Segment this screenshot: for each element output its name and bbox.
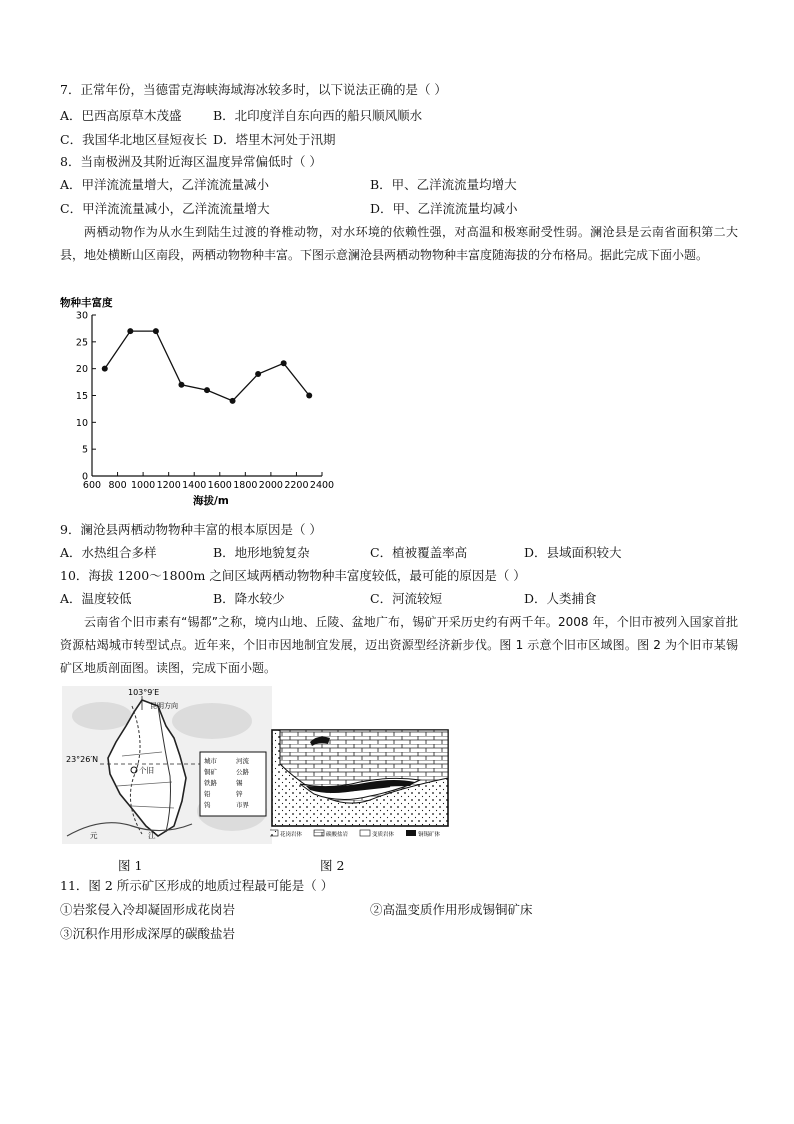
section-legend (270, 830, 441, 838)
q7-option-b: B．北印度洋自东向西的船只顺风顺水 (213, 108, 423, 123)
y-tick-label: 20 (75, 364, 88, 376)
svg-text:变质岩体: 变质岩体 (372, 832, 395, 838)
x-tick-label: 600 (82, 480, 102, 491)
y-tick-label: 25 (75, 337, 88, 349)
latitude-label: 23°26′N (66, 755, 99, 764)
river-label-jiang: 江 (148, 831, 156, 840)
data-point (255, 371, 261, 377)
data-point (281, 360, 287, 366)
q10-option-d: D．人类捕食 (524, 591, 597, 606)
svg-text:铁路: 铁路 (204, 779, 217, 787)
data-point (230, 398, 236, 404)
chart-ylabel: 物种丰富度 (60, 297, 113, 309)
q8-option-a: A．甲洋流流量增大，乙洋流流量减小 (60, 177, 270, 192)
x-tick-label: 2000 (258, 480, 283, 491)
svg-text:铅: 铅 (204, 790, 211, 798)
q8-option-b: B．甲、乙洋流流量均增大 (370, 177, 517, 192)
q9-option-d: D．县域面积较大 (524, 545, 622, 560)
x-tick-label: 1600 (207, 480, 232, 491)
passage-amphibians: 两栖动物作为从水生到陆生过渡的脊椎动物，对水环境的依赖性强，对高温和极寒耐受性弱。澜沧县是云南省面积第二大县，地处横断山区南段，两栖动物物种丰富。下图示意澜沧县两栖动物物种丰富度随海拔的分布格局。据此完成下面小题。 (60, 225, 738, 262)
chart-xlabel: 海拔/m (193, 495, 229, 507)
x-tick-label: 1800 (233, 480, 258, 491)
q9-option-b: B．地形地貌复杂 (213, 545, 310, 560)
x-tick-label: 1000 (131, 480, 156, 491)
figure-1-caption: 图 1 (118, 858, 143, 873)
q11-stem: 11．图 2 所示矿区形成的地质过程最可能是（ ） (60, 878, 334, 893)
x-tick-label: 800 (108, 480, 127, 491)
q11-item-3: ③沉积作用形成深厚的碳酸盐岩 (60, 926, 236, 941)
q9-option-a: A．水热组合多样 (60, 545, 157, 560)
richness-elevation-chart (60, 295, 350, 510)
q10-option-c: C．河流较短 (370, 591, 443, 606)
y-tick-label: 30 (75, 310, 88, 322)
data-point (153, 328, 159, 334)
q11-item-2: ②高温变质作用形成锡铜矿床 (370, 902, 533, 917)
svg-text:钨: 钨 (204, 801, 211, 809)
svg-text:城市: 城市 (204, 757, 217, 765)
q9-stem: 9．澜沧县两栖动物物种丰富的根本原因是（ ） (60, 522, 322, 537)
y-tick-label: 0 (81, 471, 88, 483)
data-point (204, 387, 210, 393)
x-tick-label: 2200 (284, 480, 309, 491)
svg-text:锡: 锡 (236, 779, 243, 787)
svg-text:铜锡矿体: 铜锡矿体 (418, 832, 441, 838)
q11-item-1: ①岩浆侵入冷却凝固形成花岗岩 (60, 902, 236, 917)
q7-stem: 7．正常年份，当德雷克海峡海域海冰较多时，以下说法正确的是（ ） (60, 82, 447, 97)
data-point (178, 382, 184, 388)
q7-option-c: C．我国华北地区昼短夜长 (60, 132, 208, 147)
q9-option-c: C．植被覆盖率高 (370, 545, 468, 560)
river-label-yuan: 元 (90, 831, 98, 840)
q10-stem: 10．海拔 1200～1800m 之间区域两栖动物物种丰富度较低，最可能的原因是（ ） (60, 568, 526, 583)
svg-text:公路: 公路 (236, 768, 249, 776)
passage-gejiu: 云南省个旧市素有“锡都”之称，境内山地、丘陵、盆地广布，锡矿开采历史约有两千年。2008 年，个旧市被列入国家首批资源枯竭城市转型试点。近年来，个旧市因地制宜发展，迈出资源型经济新步伐。图 1 示意个旧市区域图。图 2 为个旧市某锡矿区地质剖面图。读图，完成下面小题。 (60, 615, 738, 675)
svg-text:市界: 市界 (236, 801, 249, 809)
q10-option-a: A．温度较低 (60, 591, 132, 606)
y-tick-label: 5 (81, 444, 88, 456)
y-tick-label: 10 (75, 417, 88, 429)
map-legend (200, 752, 266, 816)
svg-text:铜矿: 铜矿 (204, 768, 217, 776)
longitude-label: 103°9′E (128, 688, 160, 697)
svg-text:锌: 锌 (236, 790, 243, 798)
x-tick-label: 1200 (156, 480, 181, 491)
q8-option-c: C．甲洋流流量减小，乙洋流流量增大 (60, 201, 270, 216)
gejiu-region-map (62, 686, 272, 844)
kunming-direction-label: 昆明方向 (150, 702, 178, 710)
x-tick-label: 1400 (182, 480, 207, 491)
q8-option-d: D．甲、乙洋流流量均减小 (370, 201, 518, 216)
figure-2-caption: 图 2 (320, 858, 345, 873)
svg-text:碳酸盐岩: 碳酸盐岩 (326, 832, 349, 838)
data-point (102, 366, 108, 372)
svg-text:河流: 河流 (236, 757, 249, 765)
x-tick-label: 2400 (309, 480, 335, 491)
geological-cross-section (270, 728, 456, 840)
y-tick-label: 15 (75, 391, 88, 402)
city-label: 个旧 (139, 766, 154, 775)
q7-option-d: D．塔里木河处于汛期 (213, 132, 336, 147)
q8-stem: 8．当南极洲及其附近海区温度异常偏低时（ ） (60, 154, 322, 169)
svg-text:花岗岩体: 花岗岩体 (280, 832, 303, 838)
data-point (306, 393, 312, 399)
q7-option-a: A．巴西高原草木茂盛 (60, 108, 182, 123)
q10-option-b: B．降水较少 (213, 591, 285, 606)
data-point (127, 328, 133, 334)
